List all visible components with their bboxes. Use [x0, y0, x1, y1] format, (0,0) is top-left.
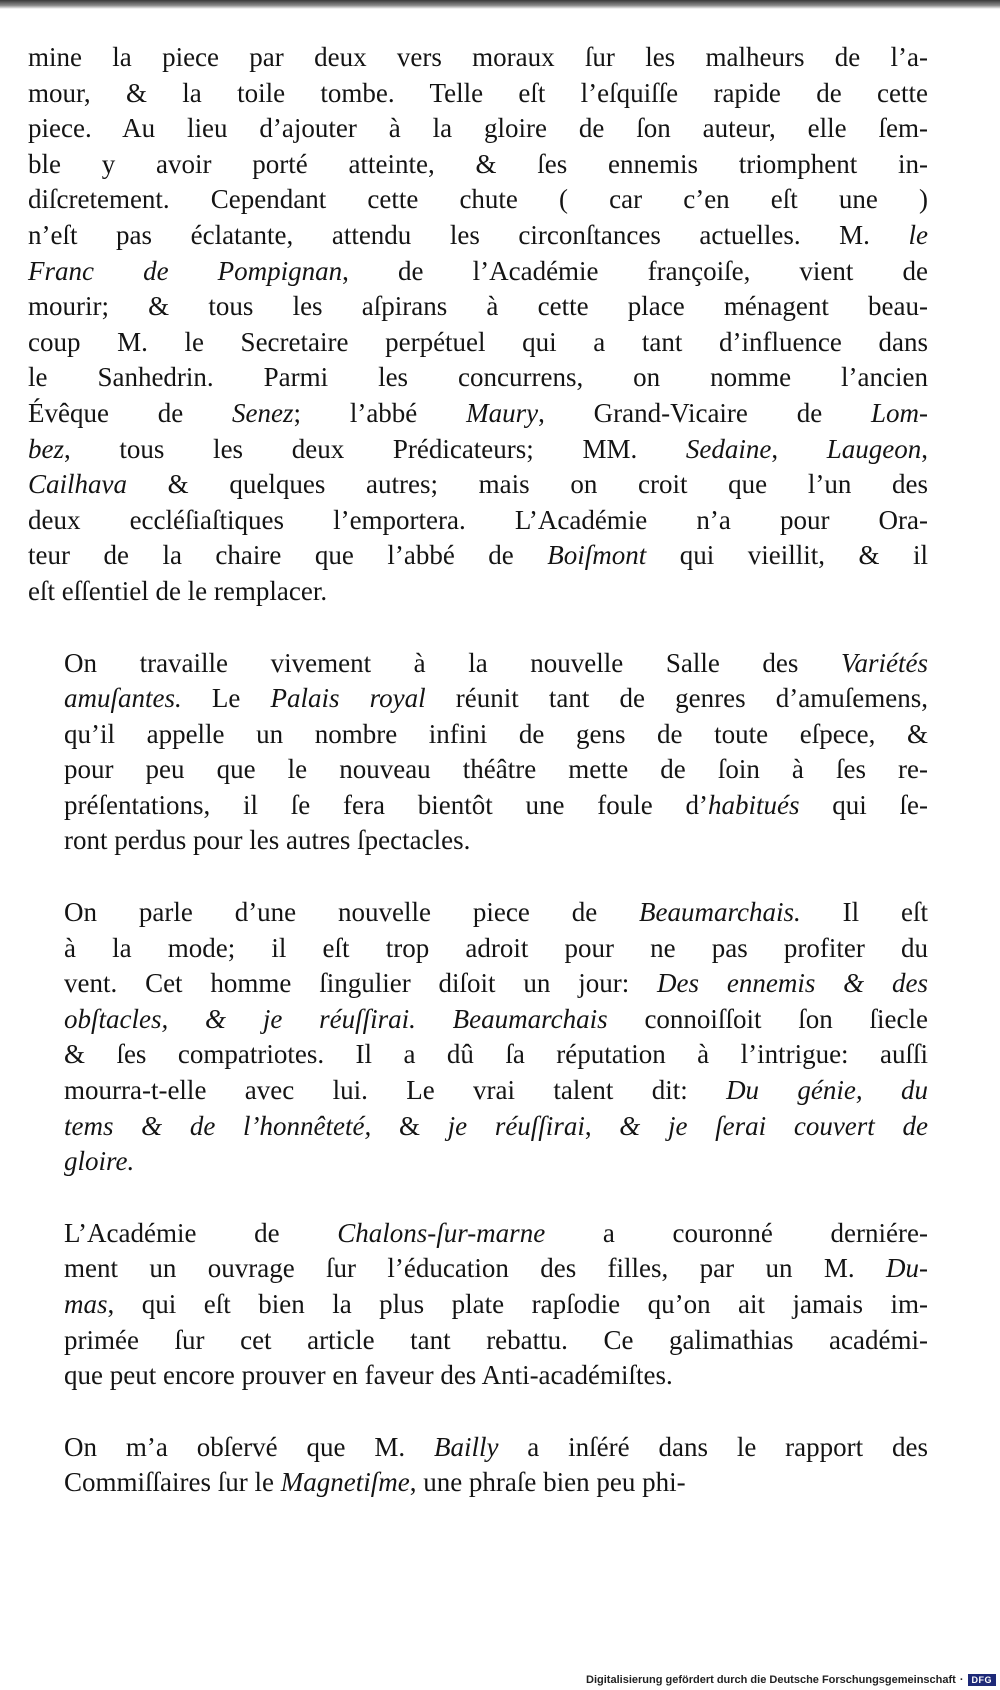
text-segment: ,	[584, 1110, 620, 1141]
text-segment: Le	[181, 683, 271, 714]
italic-text: Du génie, du	[726, 1075, 928, 1106]
text-segment: On parle d’une nouvelle piece de	[64, 897, 640, 928]
italic-text: obſtacles, & je réuſſirai.	[64, 1003, 416, 1034]
italic-text: gloire.	[64, 1146, 135, 1177]
text-line	[28, 895, 928, 931]
text-segment: , Grand-Vicaire de	[538, 397, 871, 428]
text-segment: & ſes compatriotes. Il a dû ſa réputation à l’intrigue: auſſi	[64, 1039, 928, 1070]
text-segment: piece. Au lieu d’ajouter à la gloire de ſon auteur, elle ſem-	[28, 113, 928, 144]
text-segment: a couronné derniére-	[545, 1217, 928, 1248]
text-line	[28, 1002, 928, 1038]
text-line	[28, 147, 928, 183]
italic-text: Boiſmont	[547, 540, 647, 571]
dfg-logo: DFG	[968, 1674, 997, 1686]
text-segment: primée ſur cet article tant rebattu. Ce galimathias académi-	[64, 1324, 928, 1355]
text-line	[28, 1216, 928, 1252]
paragraph	[28, 646, 928, 860]
text-line	[28, 111, 928, 147]
text-line	[28, 76, 928, 112]
italic-text: Cailhava	[28, 469, 127, 500]
text-line	[28, 1251, 928, 1287]
text-segment: qui vieillit, & il	[646, 540, 929, 571]
text-line	[28, 823, 928, 859]
text-line	[28, 289, 928, 325]
text-segment: préſentations, il ſe fera bientôt une foule d’	[64, 789, 708, 820]
text-segment: diſcretement. Cependant cette chute ( car c’en eſt une )	[28, 184, 928, 215]
text-segment: , de l’Académie françoiſe, vient de	[342, 255, 928, 286]
italic-text: & je ſerai couvert de	[619, 1110, 928, 1141]
italic-text: amuſantes.	[64, 683, 182, 714]
italic-text: je réuſſirai	[447, 1110, 585, 1141]
italic-text: Bailly	[433, 1431, 499, 1462]
text-segment: eſt eſſentiel de le remplacer.	[28, 575, 328, 606]
italic-text: Du-	[886, 1253, 928, 1284]
text-line	[28, 254, 928, 290]
text-segment: Il eſt	[800, 897, 928, 928]
text-segment: pour peu que le nouveau théâtre mette de ſoin à ſes re-	[64, 754, 928, 785]
text-line	[28, 646, 928, 682]
document-body	[28, 40, 928, 1537]
text-segment: n’eſt pas éclatante, attendu les circonſtances actuelles. M.	[28, 219, 909, 250]
page-top-edge	[0, 0, 1000, 9]
text-line	[28, 467, 928, 503]
text-segment: mour, & la toile tombe. Telle eſt l’eſquiſſe rapide de cette	[28, 77, 928, 108]
text-line	[28, 966, 928, 1002]
italic-text: tems & de l’honnêteté,	[64, 1110, 372, 1141]
text-line	[28, 681, 928, 717]
text-line	[28, 503, 928, 539]
text-line	[28, 1358, 928, 1394]
text-segment: réunit tant de genres d’amuſemens,	[425, 683, 928, 714]
text-segment: ment un ouvrage ſur l’éducation des filles, par un M.	[64, 1253, 886, 1284]
text-segment: coup M. le Secretaire perpétuel qui a tant d’influence dans	[28, 326, 928, 357]
text-segment	[416, 1004, 453, 1034]
text-segment: & quelques autres; mais on croit que l’un des	[127, 469, 928, 500]
text-segment: Commiſſaires ſur le	[64, 1467, 281, 1498]
text-segment: ront perdus pour les autres ſpectacles.	[64, 825, 471, 856]
text-line	[28, 218, 928, 254]
text-segment: On m’a obſervé que M.	[64, 1431, 434, 1462]
text-line	[28, 360, 928, 396]
italic-text: Magnetiſme	[280, 1467, 410, 1498]
text-segment: ; l’abbé	[293, 397, 467, 428]
italic-text: Sedaine	[685, 433, 772, 464]
text-segment: vent. Cet homme ſingulier diſoit un jour:	[64, 968, 658, 999]
text-line	[28, 538, 928, 574]
digitization-credit: Digitalisierung gefördert durch die Deutsche Forschungsgemeinschaft · DFG	[586, 1674, 996, 1686]
text-line	[28, 1037, 928, 1073]
text-line	[28, 1323, 928, 1359]
italic-text: Beaumarchais	[452, 1003, 608, 1034]
text-line	[28, 1465, 928, 1501]
text-line	[28, 1109, 928, 1145]
text-segment: Évêque de	[28, 397, 233, 428]
text-segment: , tous les deux Prédicateurs; MM.	[64, 433, 686, 464]
text-segment: L’Académie de	[64, 1217, 338, 1248]
italic-text: Lom-	[870, 397, 928, 428]
text-segment: ,	[921, 433, 928, 464]
italic-text: mas	[64, 1289, 108, 1319]
italic-text: habitués	[707, 789, 800, 820]
text-segment: à la mode; il eſt trop adroit pour ne pas profiter du	[64, 932, 928, 963]
text-line	[28, 1073, 928, 1109]
digitization-credit-text: Digitalisierung gefördert durch die Deutsche Forschungsgemeinschaft	[586, 1674, 956, 1686]
text-segment: a inſéré dans le rapport des	[498, 1431, 928, 1462]
italic-text: Beaumarchais.	[639, 897, 801, 928]
text-segment: On travaille vivement à la nouvelle Salle des	[64, 647, 841, 678]
text-line	[28, 432, 928, 468]
paragraph	[28, 895, 928, 1180]
text-segment: qui ſe-	[799, 789, 928, 820]
italic-text: Franc de Pompignan	[28, 255, 343, 286]
italic-text: Des ennemis & des	[657, 968, 928, 999]
italic-text: Maury	[466, 397, 539, 428]
paragraph	[28, 1216, 928, 1394]
italic-text: le	[908, 219, 928, 250]
italic-text: Palais royal	[270, 683, 426, 714]
text-segment: ble y avoir porté atteinte, & ſes ennemis triomphent in-	[28, 148, 928, 179]
paragraph	[28, 1430, 928, 1501]
text-line	[28, 1430, 928, 1466]
text-line	[28, 752, 928, 788]
text-line	[28, 1287, 928, 1323]
text-segment: , qui eſt bien la plus plate rapſodie qu’on ait jamais im-	[107, 1289, 928, 1319]
text-segment: que peut encore prouver en faveur des Anti-académiſtes.	[64, 1360, 673, 1391]
italic-text: Senez	[232, 397, 294, 428]
text-segment: mourir; & tous les aſpirans à cette place ménagent beau-	[28, 291, 928, 322]
text-line	[28, 325, 928, 361]
text-line	[28, 182, 928, 218]
text-line	[28, 1144, 928, 1180]
text-line	[28, 574, 928, 610]
italic-text: Chalons-ſur-marne	[337, 1217, 546, 1248]
italic-text: Laugeon	[826, 433, 922, 464]
italic-text: Variétés	[841, 647, 928, 678]
text-line	[28, 717, 928, 753]
text-segment: , une phraſe bien peu phi-	[409, 1467, 686, 1498]
text-line	[28, 788, 928, 824]
text-segment: &	[371, 1110, 448, 1141]
text-segment: deux eccléſiaſtiques l’emportera. L’Académie n’a pour Ora-	[28, 504, 928, 535]
text-segment: mine la piece par deux vers moraux ſur les malheurs de l’a-	[28, 42, 928, 72]
text-segment: mourra-t-elle avec lui. Le vrai talent dit:	[64, 1075, 727, 1106]
text-segment: ,	[771, 433, 827, 464]
text-segment: connoiſſoit ſon ſiecle	[607, 1003, 928, 1034]
text-line	[28, 931, 928, 967]
italic-text: bez	[28, 433, 64, 464]
text-line	[28, 40, 928, 76]
text-line	[28, 396, 928, 432]
text-segment: teur de la chaire que l’abbé de	[28, 540, 548, 571]
paragraph	[28, 40, 928, 610]
text-segment: le Sanhedrin. Parmi les concurrens, on nomme l’ancien	[28, 362, 928, 393]
text-segment: qu’il appelle un nombre infini de gens de toute eſpece, &	[64, 718, 928, 749]
